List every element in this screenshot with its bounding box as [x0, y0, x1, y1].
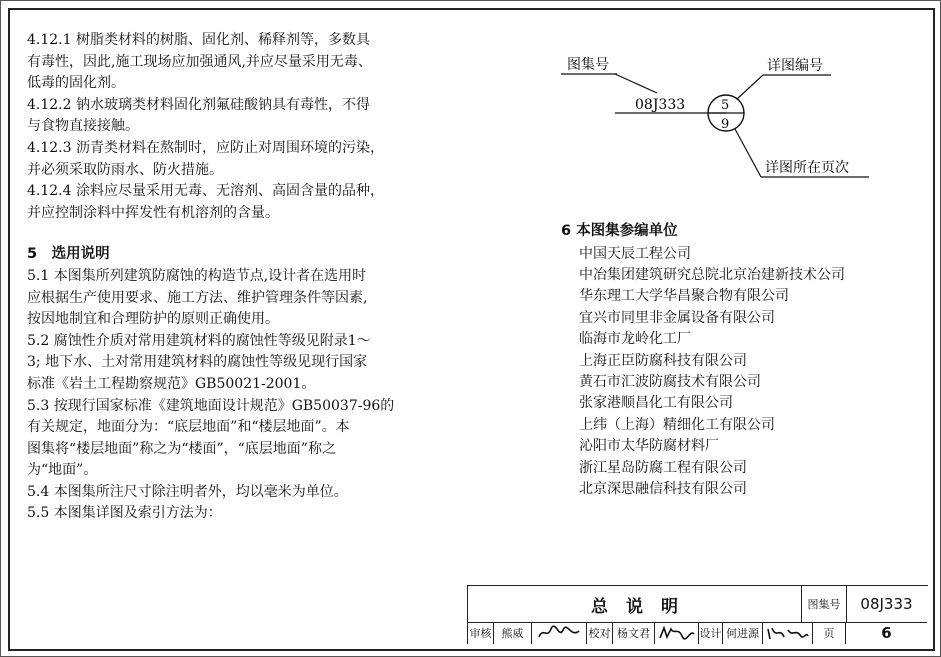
sheet-title: 总说明: [468, 586, 802, 622]
left-column: [27, 30, 447, 525]
paragraph-line: 标准《岩土工程勘察规范》GB50021-2001。: [27, 375, 316, 392]
list-item: 中国天辰工程公司: [579, 245, 691, 262]
design-label: 设计: [699, 622, 723, 644]
check-label: 校对: [587, 622, 613, 644]
atlas-no-value: 08J333: [860, 595, 913, 613]
paragraph-line: 5.1 本图集所列建筑防腐蚀的构造节点,设计者在选用时: [27, 267, 367, 284]
circle-page-number: 9: [721, 117, 730, 132]
review-label: 审核: [468, 622, 494, 644]
paragraph-line: 5.4 本图集所注尺寸除注明者外，均以毫米为单位。: [27, 483, 348, 500]
title-block-sign-row: [468, 622, 927, 644]
atlas-leader-line: [615, 74, 657, 93]
paragraph-line: 按因地制宜和合理防护的原则正确使用。: [27, 311, 279, 328]
checker-name: 杨文君: [613, 622, 655, 644]
circle-detail-number: 5: [721, 98, 730, 113]
paragraph-line: 为“地面”。: [27, 462, 98, 479]
signature-scribble-icon: [537, 625, 581, 641]
paragraph-line: 并必须采取防雨水、防火措施。: [27, 161, 223, 178]
paragraph-line: 与食物直接接触。: [27, 118, 139, 135]
reviewer-signature: [532, 622, 587, 644]
paragraph-line: 4.12.2 钠水玻璃类材料固化剂氟硅酸钠具有毒性，不得: [27, 96, 370, 113]
paragraph-line: 3; 地下水、土对常用建筑材料的腐蚀性等级见现行国家: [27, 354, 368, 371]
paragraph-line: 低毒的固化剂。: [27, 75, 125, 92]
paragraph-line: 4.12.3 沥青类材料在熬制时，应防止对周围环境的污染，: [27, 139, 384, 156]
paragraph-line: 有关规定，地面分为：“底层地面”和“楼层地面”。本: [27, 419, 350, 436]
index-symbol-diagram: [549, 41, 909, 201]
paragraph-line: 有毒性，因此,施工现场应加强通风,并应尽量采用无毒、: [27, 53, 372, 70]
detail-no-leader-line: [737, 75, 763, 99]
atlas-no-label: 图集号: [802, 586, 847, 622]
reviewer-name: 熊威: [494, 622, 532, 644]
page-leader-line: [735, 129, 761, 177]
designer-signature: [763, 622, 813, 644]
paragraph-line: 并应控制涂料中挥发性有机溶剂的含量。: [27, 204, 279, 221]
paragraph-line: 4.12.4 涂料应尽量采用无毒、无溶剂、高固含量的品种，: [27, 183, 384, 200]
paragraph-line: 5.3 按现行国家标准《建筑地面设计规范》GB50037-96的: [27, 397, 395, 414]
designer-name: 何进源: [723, 622, 763, 644]
page-number: 6: [881, 624, 892, 642]
paragraph-line: 4.12.1 树脂类材料的树脂、固化剂、稀释剂等，多数具: [27, 32, 370, 48]
diagram-atlas-code: 08J333: [635, 97, 686, 113]
list-item: 北京深思融信科技有限公司: [579, 481, 747, 498]
section-5-heading: 5 选用说明: [27, 246, 110, 263]
page-label: 页: [813, 622, 846, 644]
list-item: 华东理工大学华昌聚合物有限公司: [579, 288, 789, 305]
diagram-page-label: 详图所在页次: [765, 160, 849, 176]
list-item: 张家港顺昌化工有限公司: [579, 395, 733, 412]
section-5: [27, 244, 447, 525]
list-item: 浙江星岛防腐工程有限公司: [579, 459, 747, 476]
list-item: 上纬（上海）精细化工有限公司: [579, 416, 775, 433]
paragraph-line: 图集将“楼层地面”称之为“楼面”，“底层地面”称之: [27, 440, 336, 457]
signature-scribble-icon: [658, 625, 696, 641]
paragraph-line: 5.2 腐蚀性介质对常用建筑材料的腐蚀性等级见附录1～: [27, 332, 371, 349]
checker-signature: [655, 622, 699, 644]
diagram-detail-no-label: 详图编号: [767, 58, 823, 74]
title-block-top-row: [468, 586, 927, 623]
title-block: [467, 585, 928, 644]
list-item: 宜兴市同里非金属设备有限公司: [579, 309, 775, 326]
list-item: 上海正臣防腐科技有限公司: [579, 352, 747, 369]
list-item: 沁阳市太华防腐材料厂: [579, 438, 719, 455]
paragraph-line: 5.5 本图集详图及索引方法为：: [27, 505, 222, 522]
right-column: [561, 221, 901, 500]
signature-scribble-icon: [766, 625, 810, 641]
section-6-heading: 6 本图集参编单位: [561, 223, 678, 239]
paragraph-line: 应根据生产使用要求、施工方法、维护管理条件等因素,: [27, 289, 368, 306]
list-item: 黄石市汇波防腐技术有限公司: [579, 374, 761, 391]
list-item: 临海市龙岭化工厂: [579, 331, 691, 348]
list-item: 中冶集团建筑研究总院北京冶建新技术公司: [579, 267, 845, 283]
diagram-atlas-label: 图集号: [567, 57, 609, 73]
section-4-12: [27, 30, 447, 224]
